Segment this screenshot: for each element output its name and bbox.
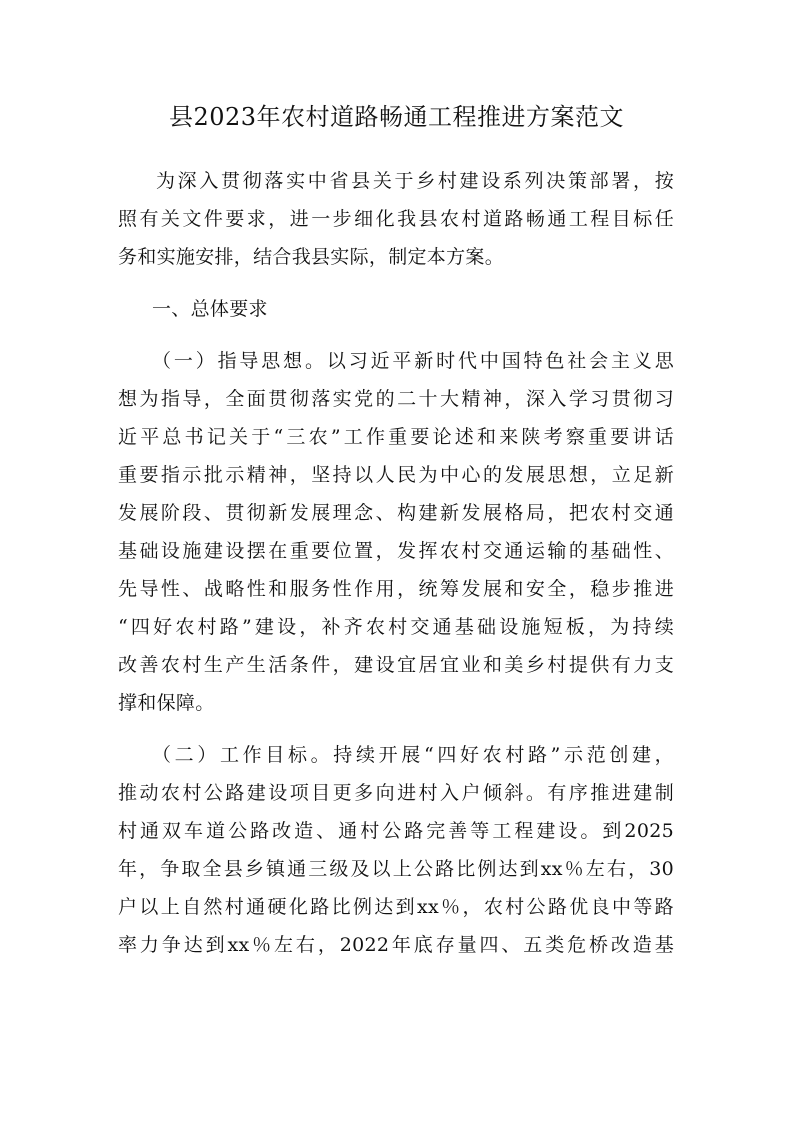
text-line: 照有关文件要求，进一步细化我县农村道路畅通工程目标任 — [118, 208, 674, 230]
text-line: 撑和保障。 — [118, 692, 215, 714]
text-line: 率力争达到xx％左右，2022年底存量四、五类危桥改造基 — [118, 934, 674, 956]
text-line: 基础设施建设摆在重要位置，发挥农村交通运输的基础性、 — [118, 540, 674, 562]
text-line: 年，争取全县乡镇通三级及以上公路比例达到xx％左右，30 — [118, 858, 674, 880]
text-line: 改善农村生产生活条件，建设宜居宜业和美乡村提供有力支 — [118, 654, 674, 676]
text-line: 近平总书记关于“三农”工作重要论述和来陕考察重要讲话 — [118, 426, 674, 448]
document-body — [118, 162, 674, 978]
text-line: 户以上自然村通硬化路比例达到xx％，农村公路优良中等路 — [118, 896, 674, 918]
text-line: （二）工作目标。持续开展“四好农村路”示范创建， — [152, 744, 674, 766]
paragraph-intro — [118, 162, 674, 276]
text-line: （一）指导思想。以习近平新时代中国特色社会主义思 — [152, 350, 674, 372]
text-line: 先导性、战略性和服务性作用，统筹发展和安全，稳步推进 — [118, 578, 674, 600]
text-line: 想为指导，全面贯彻落实党的二十大精神，深入学习贯彻习 — [118, 388, 674, 410]
text-line: 为深入贯彻落实中省县关于乡村建设系列决策部署，按 — [156, 170, 674, 192]
text-line: 发展阶段、贯彻新发展理念、构建新发展格局，把农村交通 — [118, 502, 674, 524]
text-line: “四好农村路”建设，补齐农村交通基础设施短板，为持续 — [118, 616, 674, 638]
text-line: 重要指示批示精神，坚持以人民为中心的发展思想，立足新 — [118, 464, 674, 486]
document-title: 县2023年农村道路畅通工程推进方案范文 — [168, 103, 625, 131]
section-heading-text: 一、总体要求 — [152, 298, 268, 320]
text-line: 务和实施安排，结合我县实际，制定本方案。 — [118, 246, 505, 268]
paragraph-guiding-thought — [118, 342, 674, 722]
paragraph-work-goals — [118, 736, 674, 964]
text-line: 推动农村公路建设项目更多向进村入户倾斜。有序推进建制 — [118, 782, 674, 804]
text-line: 村通双车道公路改造、通村公路完善等工程建设。到2025 — [118, 820, 674, 842]
section-heading — [118, 290, 674, 328]
